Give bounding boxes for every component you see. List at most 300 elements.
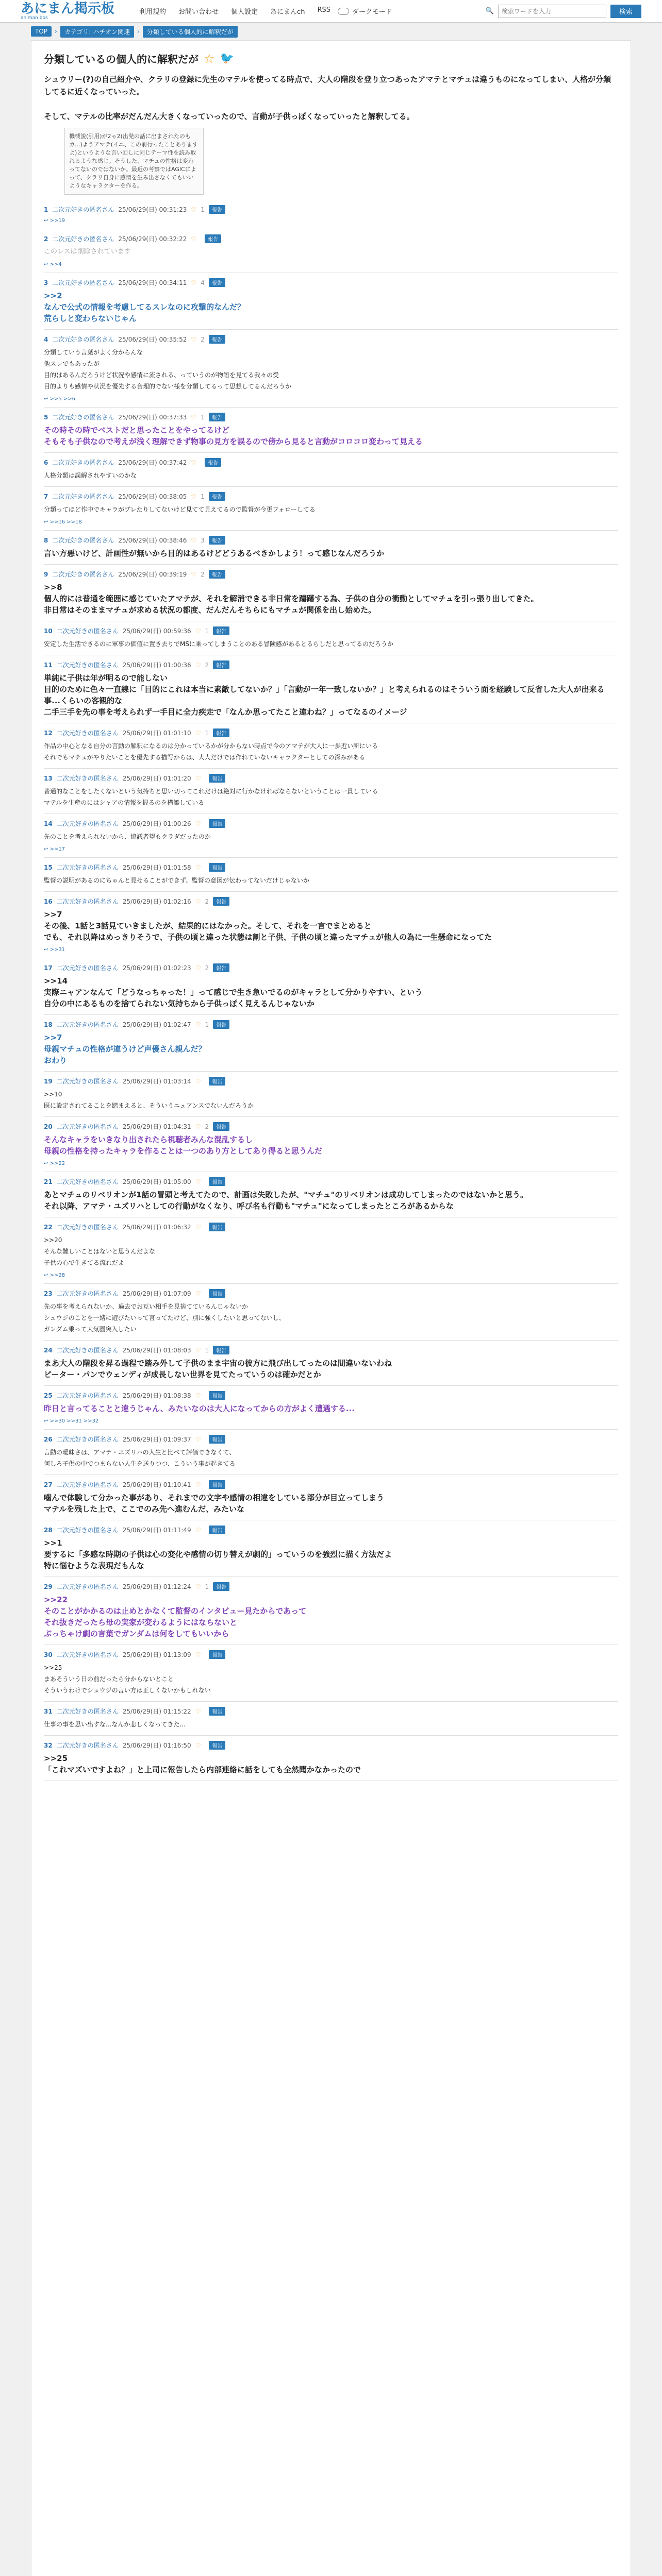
heart-icon[interactable]: ♡ (195, 964, 201, 972)
report-button[interactable]: 報告 (209, 278, 225, 287)
heart-count: 1 (205, 729, 209, 737)
post-line: 先のことを考えられないから、協議者望もクラダだったのか (44, 833, 211, 840)
heart-icon[interactable]: ♡ (191, 235, 197, 243)
post-item (44, 1430, 618, 1475)
report-button[interactable]: 報告 (209, 205, 225, 214)
post-number[interactable]: 28 (44, 1526, 53, 1534)
star-icon[interactable]: ☆ (204, 51, 215, 66)
report-button[interactable]: 報告 (213, 660, 229, 669)
heart-icon[interactable]: ♡ (191, 493, 197, 500)
post-header (44, 492, 618, 501)
post-number[interactable]: 12 (44, 729, 53, 737)
post-header (44, 1435, 618, 1444)
post-date: 25/06/29(日) 01:07:09 (122, 1290, 191, 1297)
post-item (44, 1645, 618, 1702)
heart-icon[interactable]: ♡ (195, 820, 201, 827)
post-number[interactable]: 32 (44, 1741, 53, 1749)
post-line: 目的よりも感情や状況を優先する合理的でない様を分類してるって思想してるんだろうか (44, 383, 292, 390)
reply-links[interactable]: >>17 (49, 846, 65, 852)
post-line: >>25 (44, 1754, 68, 1763)
poster-name: 二次元好きの匿名さん (52, 493, 114, 500)
post-item (44, 1577, 618, 1645)
report-button[interactable]: 報告 (209, 774, 225, 783)
post-line: まあそういう日の前だったら分からないとこと (44, 1675, 174, 1683)
twitter-icon[interactable]: 🐦 (220, 52, 234, 65)
post-item (44, 330, 618, 408)
post-body (44, 1358, 618, 1380)
report-button[interactable]: 報告 (209, 863, 225, 872)
post-item (44, 229, 618, 273)
post-number[interactable]: 9 (44, 570, 48, 578)
report-button[interactable]: 報告 (209, 536, 225, 545)
post-number[interactable]: 2 (44, 235, 48, 243)
report-button[interactable]: 報告 (209, 1289, 225, 1298)
post-line: そんな難しいことはないと思うんだよな (44, 1248, 156, 1255)
post-footer (44, 947, 618, 953)
search-input[interactable] (498, 5, 606, 18)
post-body (44, 470, 618, 481)
heart-icon[interactable]: ♡ (195, 1223, 201, 1231)
post-body (44, 1189, 618, 1212)
darkmode-toggle[interactable] (338, 6, 392, 16)
search-button[interactable]: 検索 (610, 5, 641, 18)
post-number[interactable]: 20 (44, 1123, 53, 1130)
report-button[interactable]: 報告 (209, 492, 225, 501)
post-number[interactable]: 19 (44, 1077, 53, 1085)
poster-name: 二次元好きの匿名さん (56, 1021, 119, 1028)
report-button[interactable]: 報告 (213, 1122, 229, 1131)
post-date: 25/06/29(日) 01:02:23 (122, 964, 191, 972)
post-line: 作品の中心となる自分の言動の解釈になるのは分かっているかが分からない時点で今のアマテが大人に一歩近い所にいる (44, 742, 378, 750)
post-body (44, 1753, 618, 1775)
post-line: その時その時でベストだと思ったことをやってるけど (44, 426, 230, 435)
heart-icon[interactable]: ♡ (191, 335, 197, 343)
post-header (44, 536, 618, 545)
post-date: 25/06/29(日) 01:01:10 (122, 730, 191, 737)
report-button[interactable]: 報告 (213, 1346, 229, 1354)
report-button[interactable]: 報告 (209, 1435, 225, 1444)
post-line: 何しろ子供の中でつまらない人生を送りつつ、こういう事が起きてる (44, 1460, 236, 1467)
post-number[interactable]: 6 (44, 459, 48, 466)
poster-name: 二次元好きの匿名さん (56, 898, 119, 905)
toggle-switch-icon[interactable] (338, 8, 349, 15)
post-header (44, 819, 618, 828)
post-line: 昨日と言ってることと違うじゃん、みたいなのは大人になってからの方がよく遭遇する... (44, 1404, 355, 1413)
post-item (44, 200, 618, 229)
report-button[interactable]: 報告 (213, 963, 229, 972)
post-body (44, 582, 618, 616)
post-header (44, 1526, 618, 1534)
heart-count: 2 (201, 570, 205, 578)
post-header (44, 626, 618, 635)
post-number[interactable]: 1 (44, 206, 48, 213)
post-date: 25/06/29(日) 01:08:03 (122, 1347, 191, 1354)
post-item (44, 1736, 618, 1781)
post-number[interactable]: 25 (44, 1392, 53, 1399)
post-header (44, 963, 618, 972)
post-line: それでもマチュがやりたいことを優先する描写からは、大人だけでは作れていないキャラクターとしての深みがある (44, 754, 366, 761)
heart-icon[interactable]: ♡ (195, 729, 201, 737)
poster-name: 二次元好きの匿名さん (56, 730, 119, 737)
breadcrumb-separator-icon: › (55, 28, 57, 35)
post-list (44, 200, 618, 1781)
report-button[interactable]: 報告 (209, 1741, 225, 1750)
post-header (44, 1650, 618, 1659)
post-header (44, 234, 618, 243)
post-number[interactable]: 24 (44, 1346, 53, 1354)
nav-rss[interactable]: RSS (317, 6, 330, 14)
site-logo[interactable] (21, 2, 129, 21)
post-item (44, 531, 618, 565)
post-line: 分類ってほど作中でキャラがブレたりしてないけど見てて見えてるので監督が今更フォローしてる (44, 506, 316, 513)
thread-title-row (44, 51, 618, 66)
post-footer (44, 519, 618, 525)
post-body (44, 672, 618, 718)
post-line: 普通的なことをしたくないという気持ちと思い切ってこれだけは絶対に行かなければならないということは一貫している (44, 788, 378, 795)
report-button[interactable]: 報告 (209, 1650, 225, 1659)
post-date: 25/06/29(日) 01:15:22 (122, 1708, 191, 1715)
post-item (44, 958, 618, 1015)
heart-count: 2 (205, 964, 209, 972)
heart-icon[interactable]: ♡ (195, 1481, 201, 1488)
post-header (44, 1346, 618, 1354)
post-body (44, 1089, 618, 1111)
post-line: 「これマズいですよね？」と上司に報告したら内部連絡に話をしても全然聞かなかったので (44, 1765, 361, 1774)
post-line: ガンダム乗って大気圏突入したい (44, 1326, 137, 1333)
heart-icon[interactable]: ♡ (195, 661, 201, 669)
post-body (44, 638, 618, 650)
post-line: >>8 (44, 583, 62, 592)
post-item (44, 769, 618, 814)
post-number[interactable]: 21 (44, 1178, 53, 1185)
report-button[interactable]: 報告 (209, 1077, 225, 1086)
post-date: 25/06/29(日) 01:08:38 (122, 1392, 191, 1399)
heart-icon[interactable]: ♡ (195, 1583, 201, 1590)
post-number[interactable]: 10 (44, 627, 53, 635)
post-number[interactable]: 31 (44, 1707, 53, 1715)
post-number[interactable]: 13 (44, 774, 53, 782)
post-number[interactable]: 18 (44, 1021, 53, 1028)
post-line: 非日常はそのままマチュが求める状況の都度、だんだんそちらにもマチュが関係を出し始めた。 (44, 605, 376, 615)
post-line: 先の事を考えられないか、過去でお互い相手を見捨てているんじゃないか (44, 1303, 249, 1310)
heart-icon[interactable]: ♡ (195, 1392, 201, 1399)
nav-animanch[interactable]: あにまんch (270, 8, 305, 16)
heart-icon[interactable]: ♡ (195, 1707, 201, 1715)
post-line: それ抜きだったら母の実家が変わるようにはならないと (44, 1618, 238, 1627)
post-item (44, 273, 618, 330)
intro-paragraph: そして、マテルの比率がだんだん大きくなっていったので、言動が子供っぽくなっていったと解釈してる。 (44, 112, 415, 121)
post-line: このレスは削除されています (44, 248, 131, 256)
post-date: 25/06/29(日) 01:11:49 (122, 1527, 191, 1534)
heart-count: 2 (205, 661, 209, 669)
post-date: 25/06/29(日) 01:05:00 (122, 1178, 191, 1185)
post-footer (44, 1418, 618, 1424)
heart-icon[interactable]: ♡ (195, 1178, 201, 1185)
report-button[interactable]: 報告 (213, 1020, 229, 1029)
post-line: ぶっちゃけ劇の言葉でガンダムは何をしてもいいから (44, 1629, 229, 1638)
post-line: まあ大人の階段を昇る過程で踏み外して子供のまま宇宙の彼方に飛び出してったのは間違いないわね (44, 1359, 392, 1368)
post-item (44, 655, 618, 723)
heart-icon[interactable]: ♡ (191, 459, 197, 466)
post-header (44, 1741, 618, 1750)
heart-icon[interactable]: ♡ (195, 1435, 201, 1443)
poster-name: 二次元好きの匿名さん (56, 775, 119, 782)
post-number[interactable]: 7 (44, 493, 48, 500)
heart-icon[interactable]: ♡ (195, 1077, 201, 1085)
post-line: 安定した生活できるのに軍事の価値に置き去りでMSに乗ってしまうことのある冒険感があるとるらしだと思ってるのだろうか (44, 640, 393, 648)
heart-icon[interactable]: ♡ (195, 774, 201, 782)
post-number[interactable]: 14 (44, 820, 53, 827)
breadcrumb-separator-icon: › (137, 28, 140, 35)
report-button[interactable]: 報告 (213, 897, 229, 906)
report-button[interactable]: 報告 (213, 728, 229, 737)
heart-icon[interactable]: ♡ (191, 413, 197, 421)
report-button[interactable]: 報告 (209, 1480, 225, 1489)
poster-name: 二次元好きの匿名さん (52, 279, 114, 286)
post-line: 分類していう言葉がよく分からんな (44, 349, 143, 356)
post-number[interactable]: 15 (44, 863, 53, 871)
post-line: 人格分類は誤解されやすいのかな (44, 472, 137, 479)
heart-icon[interactable]: ♡ (191, 570, 197, 578)
post-line: 既に設定されてることを踏まえると、そういうニュアンスでないんだろうか (44, 1102, 254, 1109)
reply-links[interactable]: >>28 (49, 1273, 65, 1278)
breadcrumb-top[interactable]: TOP (31, 26, 52, 37)
post-number[interactable]: 3 (44, 279, 48, 286)
heart-icon[interactable]: ♡ (195, 1651, 201, 1658)
post-date: 25/06/29(日) 01:02:16 (122, 898, 191, 905)
reply-links[interactable]: >>19 (49, 218, 65, 224)
post-body (44, 548, 618, 559)
post-date: 25/06/29(日) 01:03:14 (122, 1078, 191, 1085)
post-line: そもそも子供なので考えが浅く理解できず物事の見方を誤るので傍から見ると言動がコロコロ変わって見える (44, 437, 423, 446)
poster-name: 二次元好きの匿名さん (56, 1178, 119, 1185)
post-date: 25/06/29(日) 01:02:47 (122, 1021, 191, 1028)
post-date: 25/06/29(日) 01:01:20 (122, 775, 191, 782)
post-item (44, 1015, 618, 1072)
post-number[interactable]: 30 (44, 1651, 53, 1658)
post-body (44, 1234, 618, 1268)
post-number[interactable]: 16 (44, 897, 53, 905)
reply-links[interactable]: >>4 (49, 262, 62, 267)
post-number[interactable]: 27 (44, 1481, 53, 1488)
reply-icon: ↩ (44, 846, 50, 852)
nav-terms[interactable]: 利用規約 (139, 8, 167, 16)
post-body (44, 1447, 618, 1469)
report-button[interactable]: 報告 (209, 1707, 225, 1716)
post-item (44, 814, 618, 858)
post-footer (44, 218, 618, 224)
post-number[interactable]: 4 (44, 335, 48, 343)
post-header (44, 1391, 618, 1400)
post-body (44, 347, 618, 392)
report-button[interactable]: 報告 (213, 1582, 229, 1591)
post-body (44, 740, 618, 763)
post-line: >>20 (44, 1236, 62, 1244)
report-button[interactable]: 報告 (209, 1223, 225, 1231)
heart-icon[interactable]: ♡ (191, 536, 197, 544)
breadcrumb-thread[interactable]: 分類している個人的に解釈だが (143, 26, 238, 38)
post-line: シュウジのことを一緒に遊びたいって言ってたけど、別に強くしたいと思ってないし、 (44, 1314, 285, 1321)
post-line: 二手三手を先の事を考えられず一手目に全力疾走で「なんか思ってたこと違わね？」ってなるのイメージ (44, 707, 407, 717)
post-item (44, 565, 618, 621)
post-line: >>7 (44, 910, 62, 919)
reply-icon: ↩ (44, 218, 50, 224)
post-number[interactable]: 11 (44, 661, 53, 669)
post-header (44, 1177, 618, 1186)
heart-icon[interactable]: ♡ (195, 1346, 201, 1354)
post-header (44, 1582, 618, 1591)
heart-icon[interactable]: ♡ (195, 1021, 201, 1028)
post-line: >>2 (44, 291, 62, 300)
reply-icon: ↩ (44, 396, 50, 402)
poster-name: 二次元好きの匿名さん (56, 1481, 119, 1488)
breadcrumb-category[interactable]: カテゴリ: ハチオン関連 (60, 26, 134, 38)
post-number[interactable]: 8 (44, 536, 48, 544)
post-line: 言い方悪いけど、計画性が無いから目的はあるけどどうあるべきかしよう！って感じなんだろうか (44, 549, 385, 558)
post-item (44, 1117, 618, 1172)
post-line: 荒らしと変わらないじゃん (44, 314, 137, 323)
post-line: 母親マチュの性格が違うけど声優さん親んだ？ (44, 1044, 206, 1054)
reply-icon: ↩ (44, 1161, 50, 1166)
report-button[interactable]: 報告 (209, 1391, 225, 1400)
breadcrumb (0, 23, 662, 40)
poster-name: 二次元好きの匿名さん (52, 336, 114, 343)
post-item (44, 1341, 618, 1386)
report-button[interactable]: 報告 (209, 413, 225, 421)
post-line: その後、1話と3話見ていきましたが、結果的にはなかった。そして、それを一言でまとめると (44, 921, 372, 930)
poster-name: 二次元好きの匿名さん (56, 820, 119, 827)
post-body (44, 975, 618, 1009)
poster-name: 二次元好きの匿名さん (56, 662, 119, 669)
poster-name: 二次元好きの匿名さん (56, 1527, 119, 1534)
post-line: おわり (44, 1056, 68, 1065)
reply-icon: ↩ (44, 262, 50, 267)
post-number[interactable]: 17 (44, 964, 53, 972)
post-date: 25/06/29(日) 01:16:50 (122, 1742, 191, 1749)
poster-name: 二次元好きの匿名さん (52, 459, 114, 466)
post-line: なんで公式の情報を考慮してるスレなのに攻撃的なんだ？ (44, 302, 245, 312)
report-button[interactable]: 報告 (209, 1526, 225, 1534)
post-number[interactable]: 5 (44, 413, 48, 421)
post-header (44, 897, 618, 906)
heart-count: 1 (205, 627, 209, 635)
post-date: 25/06/29(日) 01:00:26 (122, 820, 191, 827)
report-button[interactable]: 報告 (205, 234, 221, 243)
reply-links[interactable]: >>31 (49, 947, 65, 953)
poster-name: 二次元好きの匿名さん (56, 964, 119, 972)
heart-count: 2 (201, 335, 205, 343)
post-header (44, 335, 618, 344)
reply-links[interactable]: >>30 >>31 >>32 (49, 1418, 99, 1424)
post-line: 単純に子供は年が明るので能しない (44, 673, 168, 683)
post-header (44, 863, 618, 872)
post-line: >>10 (44, 1091, 62, 1098)
poster-name: 二次元好きの匿名さん (56, 628, 119, 635)
post-line: 他スレでもあったが (44, 360, 100, 367)
post-date: 25/06/29(日) 01:06:32 (122, 1224, 191, 1231)
heart-count: 1 (201, 493, 205, 500)
post-line: 自分の中にあるものを捨てられない気持ちから子供っぽく見えるんじゃないか (44, 999, 315, 1008)
post-body (44, 290, 618, 324)
thread-intro (44, 73, 618, 123)
report-button[interactable]: 報告 (209, 819, 225, 828)
post-item (44, 487, 618, 531)
post-item (44, 1072, 618, 1117)
post-number[interactable]: 29 (44, 1583, 53, 1590)
poster-name: 二次元好きの匿名さん (56, 1123, 119, 1130)
top-nav (139, 6, 330, 16)
post-body (44, 831, 618, 842)
heart-icon[interactable]: ♡ (195, 1526, 201, 1534)
nav-contact[interactable]: お問い合わせ (178, 8, 219, 16)
post-line: そんなキャラをいきなり出されたら視聴者みんな混乱するし (44, 1135, 253, 1144)
heart-count: 1 (205, 1021, 209, 1028)
report-button[interactable]: 報告 (213, 626, 229, 635)
heart-icon[interactable]: ♡ (195, 627, 201, 635)
post-number[interactable]: 23 (44, 1290, 53, 1297)
post-line: 目的はあるんだろうけど状況や感情に流される、っていうのが物語を見てる我々の受 (44, 371, 279, 379)
heart-icon[interactable]: ♡ (195, 1123, 201, 1130)
report-button[interactable]: 報告 (209, 570, 225, 579)
heart-icon[interactable]: ♡ (195, 897, 201, 905)
heart-icon[interactable]: ♡ (191, 206, 197, 213)
post-date: 25/06/29(日) 00:38:46 (118, 537, 187, 544)
post-header (44, 1707, 618, 1716)
post-line: 目的のために色々一直線に「目的にこれは本当に素敵してないか？」「言動が一年一致しないか？」と考えられるのはそういう面を経験して反省した大人が出来る事...くらいの客観的な (44, 685, 605, 705)
report-button[interactable]: 報告 (209, 335, 225, 344)
post-header (44, 413, 618, 421)
logo-subtext: animan bbs (21, 15, 48, 21)
reply-links[interactable]: >>16 >>18 (49, 519, 82, 525)
heart-icon[interactable]: ♡ (195, 863, 201, 871)
post-header (44, 774, 618, 783)
post-item (44, 1217, 618, 1284)
post-body (44, 1662, 618, 1696)
post-footer (44, 1273, 618, 1278)
poster-name: 二次元好きの匿名さん (56, 1392, 119, 1399)
reply-links[interactable]: >>22 (49, 1161, 65, 1166)
heart-icon[interactable]: ♡ (195, 1741, 201, 1749)
reply-links[interactable]: >>5 >>6 (49, 396, 75, 402)
post-line: >>7 (44, 1033, 62, 1042)
nav-settings[interactable]: 個人設定 (231, 8, 258, 16)
post-body (44, 1134, 618, 1157)
post-date: 25/06/29(日) 00:39:19 (118, 571, 187, 578)
poster-name: 二次元好きの匿名さん (56, 1290, 119, 1297)
post-header (44, 728, 618, 737)
post-line: それ以降、アマテ・ユズリハとしての行動がなくなり、呼び名も行動も"マチュ"になってしまったところがあるからな (44, 1201, 454, 1211)
post-date: 25/06/29(日) 01:12:24 (122, 1583, 191, 1590)
post-footer (44, 396, 618, 402)
heart-count: 1 (201, 206, 205, 213)
report-button[interactable]: 報告 (209, 1177, 225, 1186)
post-header (44, 1122, 618, 1131)
post-line: ピーター・パンでウェンディが成長しない世界を見てたっていうのは確かだとか (44, 1370, 321, 1379)
post-item (44, 453, 618, 487)
post-number[interactable]: 26 (44, 1435, 53, 1443)
heart-icon[interactable]: ♡ (191, 279, 197, 286)
heart-icon[interactable]: ♡ (195, 1290, 201, 1297)
post-line: 子供の心で生きてる流れだよ (44, 1259, 125, 1266)
post-date: 25/06/29(日) 00:35:52 (118, 336, 187, 343)
post-number[interactable]: 22 (44, 1223, 53, 1231)
post-footer (44, 262, 618, 267)
post-header (44, 1020, 618, 1029)
report-button[interactable]: 報告 (205, 458, 221, 467)
post-date: 25/06/29(日) 00:59:36 (122, 628, 191, 635)
post-header (44, 458, 618, 467)
poster-name: 二次元好きの匿名さん (56, 1436, 119, 1443)
